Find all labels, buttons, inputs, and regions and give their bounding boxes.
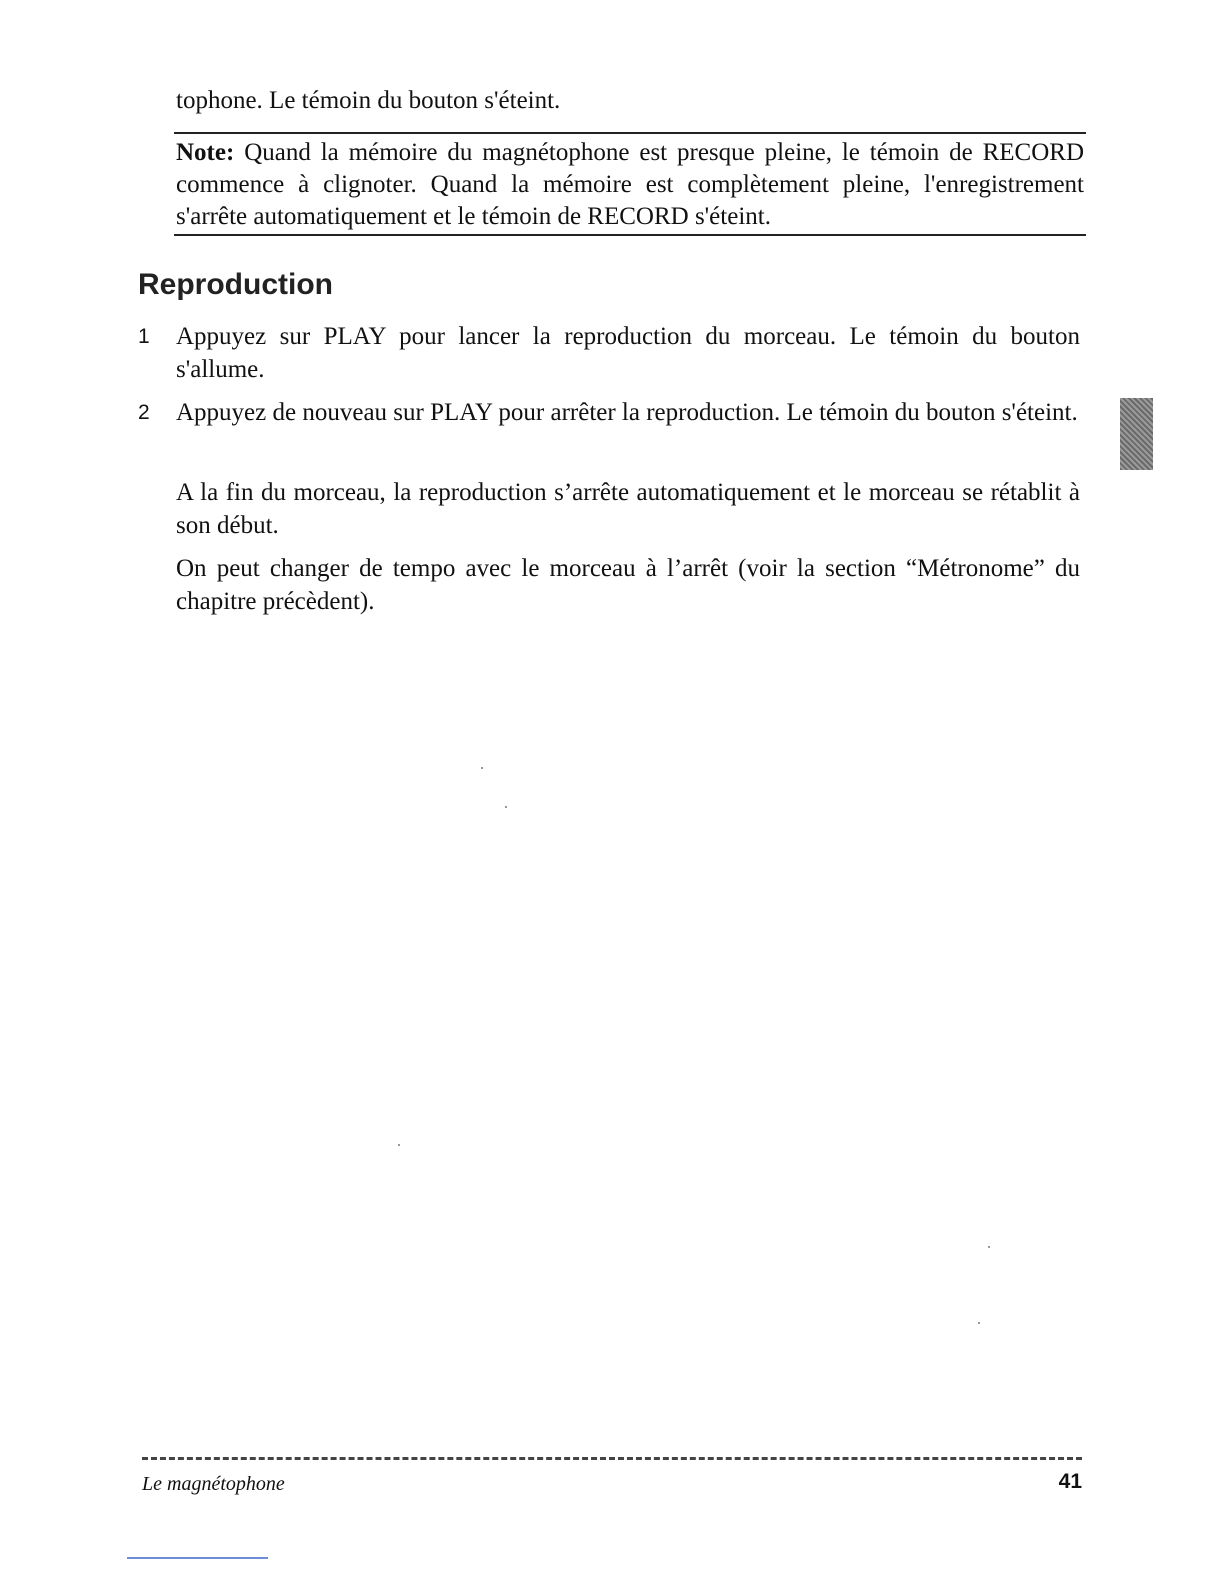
body-paragraph: A la fin du morceau, la reproduction s’arrête automatiquement et le morceau se rétablit à son début. [176,479,1080,539]
section-heading: Reproduction [138,268,333,301]
bottom-blue-line [127,1557,268,1559]
note-label: Note: [176,139,235,166]
continuation-text: tophone. Le témoin du bouton s'éteint. [176,87,561,114]
body-paragraph: On peut changer de tempo avec le morceau à l’arrêt (voir la section “Métronome” du chapitre précèdent). [176,555,1080,615]
step-text: Appuyez sur PLAY pour lancer la reproduction du morceau. Le témoin du bouton s'allume. [176,323,1080,383]
footer-divider [142,1457,1082,1460]
scan-speck [988,1246,990,1248]
scan-speck [978,1322,980,1324]
step-number: 2 [138,401,150,424]
footer-chapter-title: Le magnétophone [142,1473,285,1495]
step-item [138,320,1080,386]
scan-speck [398,1144,400,1146]
step-number: 1 [138,325,150,348]
step-text: Appuyez de nouveau sur PLAY pour arrêter la reproduction. Le témoin du bouton s'éteint. [176,399,1078,426]
page-number: 41 [1058,1470,1082,1493]
scan-speck [481,767,483,769]
chapter-thumb-tab [1120,398,1153,470]
note-box [174,132,1086,236]
scan-speck [505,806,507,808]
note-text: Quand la mémoire du magnétophone est presque pleine, le témoin de RECORD commence à clignoter. Quand la mémoire est complètement pleine, l'enregistrement s'arrête automatiquement et le témoin de RECORD s'éteint. [176,139,1084,230]
step-item [138,396,1080,429]
